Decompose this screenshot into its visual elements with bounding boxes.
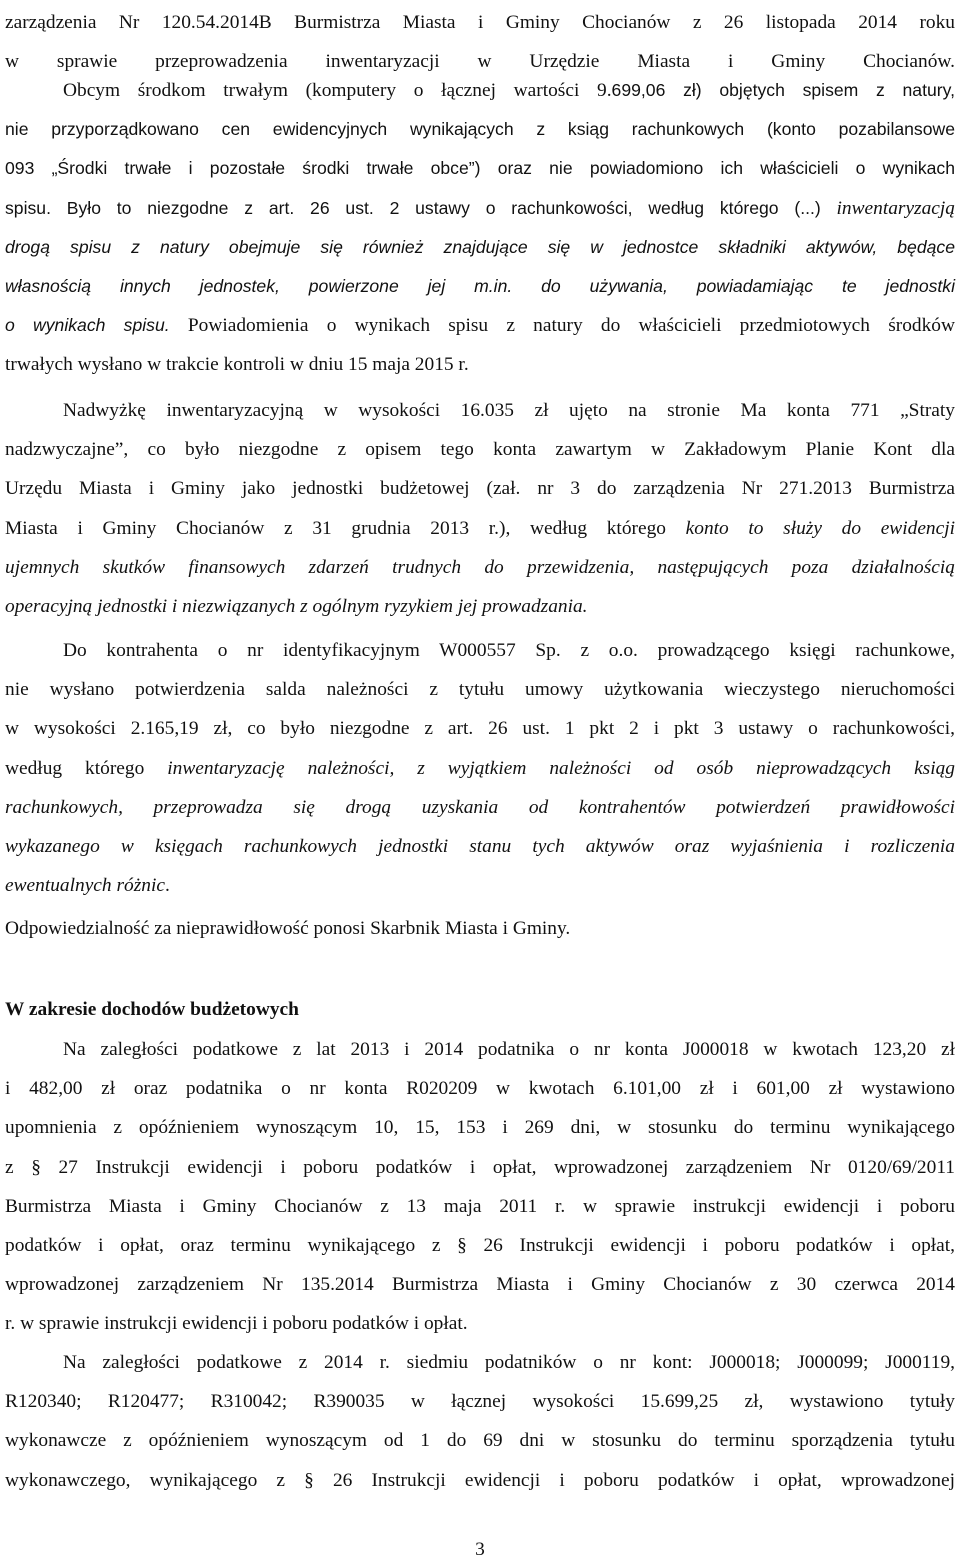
text-line [5, 71, 955, 110]
text-run: spisu. Było to niezgodne z art. 26 ust. 2 ustawy o rachunkowości, według którego (...) [5, 197, 821, 218]
text-line [5, 149, 955, 188]
text-line [5, 548, 955, 587]
text-line [5, 306, 955, 345]
text-line [5, 909, 955, 948]
text-line [5, 587, 955, 626]
text-run: ewentualnych różnic [5, 875, 165, 897]
text-line [5, 788, 955, 827]
text-run: R120340; R120477; R310042; R390035 w łącznej wysokości 15.699,25 zł, wystawiono tytuły [5, 1391, 955, 1413]
text-run: upomnienia z opóźnieniem wynoszącym 10, 15, 153 i 269 dni, w stosunku do terminu wynikającego [5, 1117, 955, 1139]
text-line [5, 866, 955, 905]
text-run: Na zaległości podatkowe z 2014 r. siedmiu podatników o nr kont: J000018; J000099; J000119, [63, 1352, 955, 1373]
text-line [5, 1304, 955, 1343]
text-line [5, 3, 955, 42]
paragraph-responsibility [5, 909, 955, 948]
text-run: nie wysłano potwierdzenia salda należności z tytułu umowy użytkowania wieczystego nieruchomości [5, 679, 955, 701]
text-line [5, 631, 955, 670]
text-run: wprowadzonej zarządzeniem Nr 135.2014 Burmistrza Miasta i Gminy Chocianów z 30 czerwca 2014 [5, 1274, 955, 1296]
text-line [5, 1421, 955, 1460]
text-run: według którego [5, 757, 168, 779]
text-line [5, 228, 955, 267]
text-run: wykonawczego, wynikającego z § 26 Instrukcji ewidencji i poboru podatków i opłat, wprowadzonej [5, 1469, 955, 1491]
text-run: Odpowiedzialność za nieprawidłowość ponosi Skarbnik Miasta i Gminy. [5, 918, 571, 939]
text-line [5, 1069, 955, 1108]
text-run: inwentaryzację należności, z wyjątkiem należności od osób nieprowadzących ksiąg [167, 757, 955, 779]
text-line [5, 1226, 955, 1265]
text-line [5, 1108, 955, 1147]
paragraph-tax-reminders [5, 1030, 955, 1344]
paragraph-ordinance-reference [5, 3, 955, 81]
text-line [5, 189, 955, 228]
text-line [5, 469, 955, 508]
text-run: Miasta i Gminy Chocianów z 31 grudnia 2013 r.), według którego [5, 517, 686, 539]
text-line [5, 509, 955, 548]
text-run: i 482,00 zł oraz podatnika o nr konta R020209 w kwotach 6.101,00 zł i 601,00 zł wystawiono [5, 1078, 955, 1100]
text-run: zarządzenia Nr 120.54.2014B Burmistrza Miasta i Gminy Chocianów z 26 listopada 2014 roku [5, 12, 955, 33]
text-line [5, 749, 955, 788]
text-line [5, 1030, 955, 1069]
text-line [5, 670, 955, 709]
text-run: nadzwyczajne”, co było niezgodne z opisem tego konta zawartym w Zakładowym Planie Kont dla [5, 439, 955, 461]
text-run: z § 27 Instrukcji ewidencji i poboru podatków i opłat, wprowadzonej zarządzeniem Nr 0120/69/2011 [5, 1156, 955, 1178]
text-run: 093 „Środki trwałe i pozostałe środki trwałe obce”) oraz nie powiadomiono ich właścicieli o wynikach [5, 158, 955, 179]
text-line [5, 1265, 955, 1304]
text-run: ujemnych skutków finansowych zdarzeń trudnych do przewidzenia, następujących poza działalnością [5, 556, 955, 578]
text-line [5, 267, 955, 306]
text-line [5, 1343, 955, 1382]
text-run: Nadwyżkę inwentaryzacyjną w wysokości 16.035 zł ujęto na stronie Ma konta 771 „Straty [63, 400, 955, 421]
text-run: wykazanego w księgach rachunkowych jednostki stanu tych aktywów oraz wyjaśnienia i rozliczenia [5, 835, 955, 857]
text-run: wykonawcze z opóźnieniem wynoszącym od 1 do 69 dni w stosunku do terminu sporządzenia tytułu [5, 1430, 955, 1452]
text-run: Powiadomienia o wynikach spisu z natury do właścicieli przedmiotowych środków [169, 315, 955, 337]
text-run: o wynikach spisu. [5, 315, 170, 336]
text-line [5, 110, 955, 149]
text-run: operacyjną jednostki i niezwiązanych z ogólnym ryzykiem jej prowadzania. [5, 595, 588, 617]
text-run: r. w sprawie instrukcji ewidencji i poboru podatków i opłat. [5, 1313, 468, 1335]
text-line [5, 827, 955, 866]
text-run: konto to służy do ewidencji [685, 517, 955, 539]
text-line [5, 345, 955, 384]
paragraph-inventory-surplus [5, 391, 955, 626]
page-number: 3 [475, 1539, 485, 1560]
text-run: w sprawie przeprowadzenia inwentaryzacji w Urzędzie Miasta i Gminy Chocianów. [5, 51, 955, 73]
text-run: Na zaległości podatkowe z lat 2013 i 2014 podatnika o nr konta J000018 w kwotach 123,20 zł [63, 1039, 955, 1060]
text-run: podatków i opłat, oraz terminu wynikającego z § 26 Instrukcji ewidencji i poboru podatków i opłat, [5, 1234, 955, 1256]
text-line [5, 1187, 955, 1226]
text-run: Urzędu Miasta i Gminy jako jednostki budżetowej (zał. nr 3 do zarządzenia Nr 271.2013 Burmistrza [5, 478, 955, 500]
text-line [5, 1461, 955, 1500]
paragraph-foreign-fixed-assets [5, 71, 955, 385]
text-run: Do kontrahenta o nr identyfikacyjnym W000557 Sp. z o.o. prowadzącego księgi rachunkowe, [63, 640, 955, 661]
text-line [5, 1382, 955, 1421]
section-heading: W zakresie dochodów budżetowych [5, 999, 299, 1020]
text-line [5, 391, 955, 430]
text-run: w wysokości 2.165,19 zł, co było niezgodne z art. 26 ust. 1 pkt 2 i pkt 3 ustawy o rachunkowości, [5, 718, 955, 740]
text-run: Burmistrza Miasta i Gminy Chocianów z 13 maja 2011 r. w sprawie instrukcji ewidencji i poboru [5, 1195, 955, 1217]
text-run: inwentaryzacją [820, 197, 955, 219]
paragraph-enforcement-titles [5, 1343, 955, 1500]
text-run: . [164, 875, 170, 897]
text-run: nie przyporządkowano cen ewidencyjnych wynikających z ksiąg rachunkowych (konto pozabilansowe [5, 119, 955, 140]
text-run: rachunkowych, przeprowadza się drogą uzyskania od kontrahentów potwierdzeń prawidłowości [5, 796, 955, 818]
text-line [5, 430, 955, 469]
paragraph-balance-confirmation [5, 631, 955, 905]
text-run: Obcym środkom trwałym (komputery o łącznej wartości 9. [63, 80, 612, 101]
text-run: własnością innych jednostek, powierzone jej m.in. do używania, powiadamiając te jednostki [5, 275, 955, 296]
text-run: 699,06 zł) objętych spisem z natury, [611, 80, 956, 100]
text-run: drogą spisu z natury obejmuje się również znajdujące się w jednostce składniki aktywów, będące [5, 236, 955, 257]
text-line [5, 1148, 955, 1187]
text-run: trwałych wysłano w trakcie kontroli w dniu 15 maja 2015 r. [5, 354, 469, 376]
text-line [5, 709, 955, 748]
